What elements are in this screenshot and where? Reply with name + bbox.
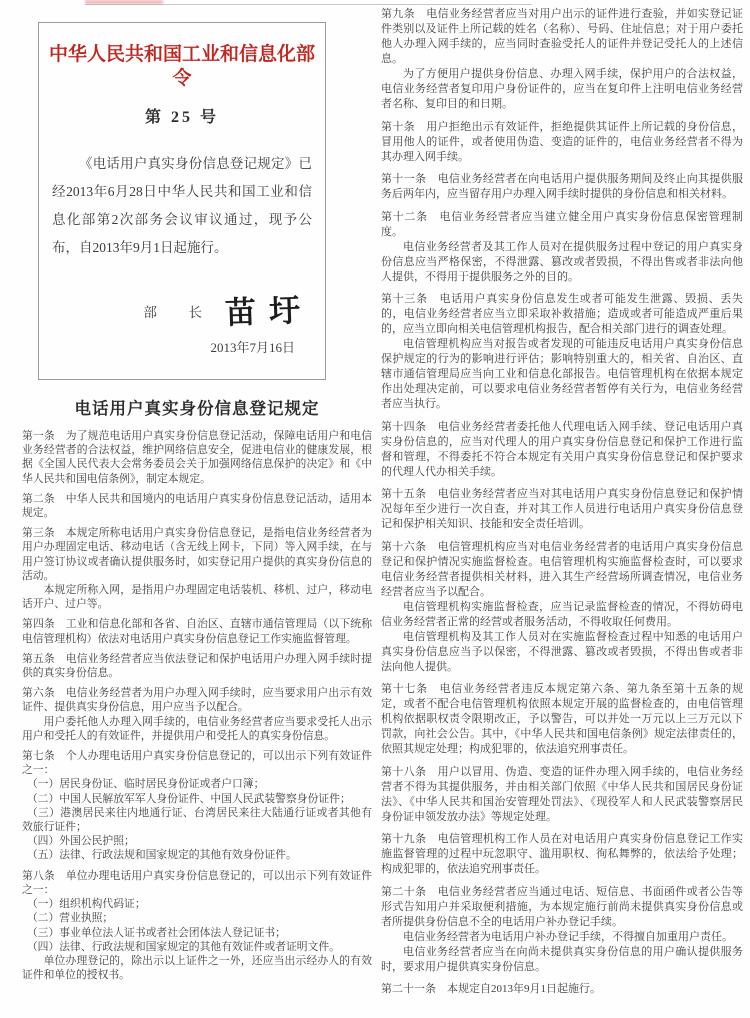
left-column bbox=[22, 0, 372, 982]
signer-title-label: 部 长 bbox=[143, 305, 211, 320]
regulation-paragraph: 第十六条 电信管理机构应当对电信业务经营者的电话用户真实身份信息登记和保护情况实施监督检查。电信管理机构实施监督检查时，可以要求电信业务经营者提供相关材料，进入其生产经营场所调查情况，电信业务经营者应当予以配合。 bbox=[381, 540, 743, 598]
ministerial-order-box bbox=[38, 22, 326, 380]
regulation-paragraph: 电信业务经营者应当在向尚未提供真实身份信息的用户确认提供服务时，要求用户提供真实身份信息。 bbox=[381, 945, 743, 973]
signature-row bbox=[39, 291, 325, 331]
regulation-paragraph: 单位办理登记的，除出示以上证件之一外，还应当出示经办人的有效证件和单位的授权书。 bbox=[22, 954, 372, 982]
regulation-paragraph: 第十八条 用户以冒用、伪造、变造的证件办理入网手续的，电信业务经营者不得为其提供服务，并由相关部门依照《中华人民共和国居民身份证法》、《中华人民共和国治安管理处罚法》、《现役军人和人民武装警察居民身份证申领发放办法》等规定处理。 bbox=[381, 765, 743, 823]
regulation-paragraph: 第四条 工业和信息化部和各省、自治区、直辖市通信管理局（以下统称电信管理机构）依法对电话用户真实身份信息登记工作实施监督管理。 bbox=[22, 618, 372, 645]
regulation-paragraph: 第一条 为了规范电话用户真实身份信息登记活动，保障电话用户和电信业务经营者的合法权益，维护网络信息安全，促进电信业的健康发展，根据《全国人民代表大会常务委员会关于加强网络信息保护的决定》和《中华人民共和国电信条例》，制定本规定。 bbox=[22, 430, 372, 485]
regulation-paragraph: 第三条 本规定所称电话用户真实身份信息登记，是指电信业务经营者为用户办理固定电话、移动电话（含无线上网卡，下同）等入网手续，在与用户签订协议或者确认提供服务时，如实登记用户提供的真实身份信息的活动。 bbox=[22, 527, 372, 582]
regulation-paragraph: （五）法律、行政法规和国家规定的其他有效身份证件。 bbox=[26, 849, 297, 862]
minister-signature: 苗圩 bbox=[224, 291, 314, 331]
left-articles bbox=[22, 429, 372, 982]
regulation-title: 电话用户真实身份信息登记规定 bbox=[74, 399, 320, 418]
regulation-paragraph: （三）港澳居民来往内地通行证、台湾居民来往大陆通行证或者其他有效旅行证件； bbox=[22, 806, 372, 834]
regulation-paragraph: （一）居民身份证、临时居民身份证或者户口簿； bbox=[26, 778, 265, 791]
regulation-paragraph: （四）外国公民护照； bbox=[26, 835, 135, 848]
regulation-paragraph: 第二十一条 本规定自2013年9月1日起施行。 bbox=[381, 983, 601, 995]
regulation-paragraph: 为了方便用户提供身份信息、办理入网手续，保护用户的合法权益，电信业务经营者复印用户身份证件的，应当在复印件上注明电信业务经营者名称、复印目的和日期。 bbox=[381, 68, 743, 110]
regulation-paragraph: 第二条 中华人民共和国境内的电话用户真实身份信息登记活动，适用本规定。 bbox=[22, 492, 372, 520]
regulation-paragraph: 第二十条 电信业务经营者应当通过电话、短信息、书面函件或者公告等形式告知用户并采取便利措施，为本规定施行前尚未提供真实身份信息或者所提供身份信息不全的电话用户补办登记手续。 bbox=[381, 885, 743, 928]
regulation-paragraph: 电信管理机构及其工作人员对在实施监督检查过程中知悉的电话用户真实身份信息应当予以保密，不得泄露、篡改或者毁损，不得出售或者非法向他人提供。 bbox=[381, 630, 743, 673]
regulation-paragraph: （一）组织机构代码证； bbox=[26, 898, 146, 911]
regulation-paragraph: 电信业务经营者为电话用户补办登记手续，不得擅自加重用户责任。 bbox=[403, 930, 733, 943]
regulation-paragraph: 第十五条 电信业务经营者应当对其电话用户真实身份信息登记和保护情况每年至少进行一次自查，并对其工作人员进行电话用户真实身份信息登记和保护相关知识、技能和安全责任培训。 bbox=[381, 488, 743, 530]
regulation-paragraph: 第九条 电信业务经营者应当对用户出示的证件进行查验，并如实登记证件类别以及证件上所记载的姓名（名称）、号码、住址信息；对于用户委托他人办理入网手续的，应当同时查验受托人的证件并登记受托人的上述信息。 bbox=[381, 8, 743, 65]
right-column bbox=[381, 7, 743, 997]
regulation-paragraph: （二）中国人民解放军军人身份证件、中国人民武装警察身份证件； bbox=[26, 792, 351, 805]
order-title: 中华人民共和国工业和信息化部令 bbox=[48, 44, 315, 89]
regulation-paragraph: 本规定所称入网，是指用户办理固定电话装机、移机、过户，移动电话开户、过户等。 bbox=[22, 584, 372, 611]
regulation-paragraph: 第五条 电信业务经营者应当依法登记和保护电话用户办理入网手续时提供的真实身份信息。 bbox=[22, 652, 372, 680]
regulation-paragraph: 第十九条 电信管理机构工作人员在对电话用户真实身份信息登记工作实施监督管理的过程中玩忽职守、滥用职权、徇私舞弊的，依法给予处理；构成犯罪的，依法追究刑事责任。 bbox=[381, 833, 743, 875]
regulation-paragraph: 第十二条 电信业务经营者应当建立健全用户真实身份信息保密管理制度。 bbox=[381, 210, 743, 238]
regulation-paragraph: 电信业务经营者及其工作人员对在提供服务过程中登记的用户真实身份信息应当严格保密，不得泄露、篡改或者毁损，不得出售或者非法向他人提供，不得用于提供服务之外的目的。 bbox=[381, 240, 743, 283]
regulation-paragraph: 第七条 个人办理电话用户真实身份信息登记的，可以出示下列有效证件之一： bbox=[22, 750, 372, 777]
order-body: 《电话用户真实身份信息登记规定》已经2013年6月28日中华人民共和国工业和信息化部第2次部务会议审议通过，现予公布，自2013年9月1日起施行。 bbox=[52, 155, 312, 255]
regulation-paragraph: 电信管理机构实施监督检查，应当记录监督检查的情况，不得妨碍电信业务经营者正常的经营或者服务活动，不得收取任何费用。 bbox=[381, 600, 743, 628]
regulation-paragraph: （三）事业单位法人证书或者社会团体法人登记证书； bbox=[26, 926, 286, 939]
regulation-paragraph: 第十三条 电话用户真实身份信息发生或者可能发生泄露、毁损、丢失的，电信业务经营者应当立即采取补救措施；造成或者可能造成严重后果的，应当立即向相关电信管理机构报告，配合相关部门进行的调查处理。 bbox=[381, 293, 743, 335]
regulation-paragraph: 用户委托他人办理入网手续的，电信业务经营者应当要求受托人出示用户和受托人的有效证件，并提供用户和受托人的真实身份信息。 bbox=[22, 715, 372, 742]
regulation-paragraph: 第十条 用户拒绝出示有效证件，拒绝提供其证件上所记载的身份信息，冒用他人的证件，或者使用伪造、变造的证件的，电信业务经营者不得为其办理入网手续。 bbox=[381, 120, 743, 163]
regulation-paragraph: 第六条 电信业务经营者为用户办理入网手续时，应当要求用户出示有效证件、提供真实身份信息，用户应当予以配合。 bbox=[22, 687, 372, 714]
regulation-paragraph: 第十四条 电信业务经营者委托他人代理电话入网手续、登记电话用户真实身份信息的，应当对代理人的用户真实身份信息登记和保护工作进行监督和管理，不得委托不符合本规定有关用户真实身份信息登记和保护要求的代理人代办相关手续。 bbox=[381, 420, 743, 478]
regulation-paragraph: 第十一条 电信业务经营者在向电话用户提供服务期间及终止向其提供服务后两年内，应当留存用户办理入网手续时提供的身份信息和相关材料。 bbox=[381, 173, 743, 200]
regulation-paragraph: 第八条 单位办理电话用户真实身份信息登记的，可以出示下列有效证件之一： bbox=[22, 869, 372, 896]
regulation-paragraph: （二）营业执照； bbox=[26, 912, 114, 925]
order-number: 第 25 号 bbox=[144, 108, 219, 126]
order-date: 2013年7月16日 bbox=[210, 339, 295, 355]
regulation-paragraph: 第十七条 电信业务经营者违反本规定第六条、第九条至第十五条的规定，或者不配合电信管理机构依照本规定开展的监督检查的，由电信管理机构依据职权责令限期改正，予以警告，可以并处一万元以上三万元以下罚款，向社会公告。其中，《中华人民共和国电信条例》规定法律责任的，依照其规定处理；构成犯罪的，依法追究刑事责任。 bbox=[381, 683, 743, 755]
regulation-paragraph: 电信管理机构应当对报告或者发现的可能违反电话用户真实身份信息保护规定的行为的影响进行评估；影响特别重大的，相关省、自治区、直辖市通信管理局应当向工业和信息化部报告。电信管理机构在依据本规定作出处理决定前，可以要求电信业务经营者暂停有关行为，电信业务经营者应当执行。 bbox=[381, 338, 743, 410]
regulation-paragraph: （四）法律、行政法规和国家规定的其他有效证件或者证明文件。 bbox=[26, 940, 340, 953]
